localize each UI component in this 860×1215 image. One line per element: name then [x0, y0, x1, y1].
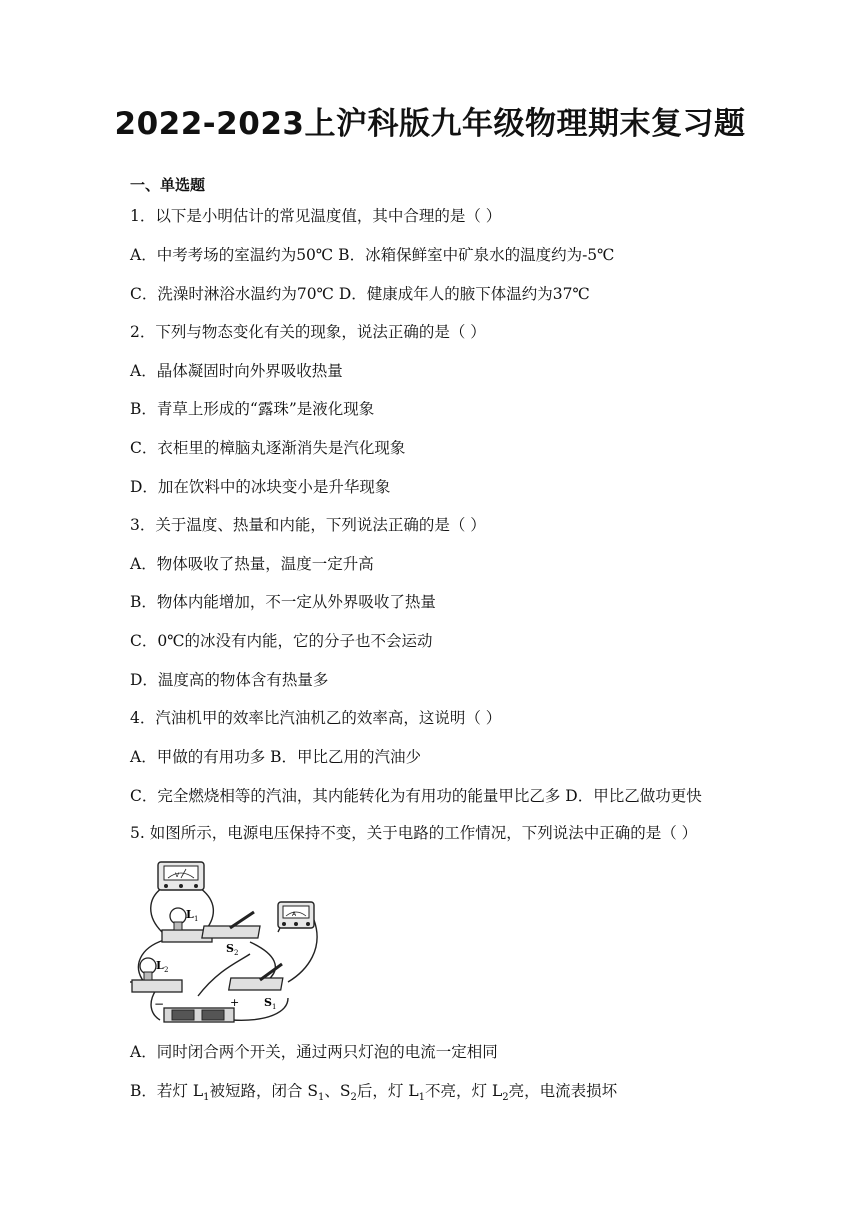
- q3-stem: 3．关于温度、热量和内能，下列说法正确的是（ ）: [130, 516, 486, 534]
- q5-stem: 5. 如图所示，电源电压保持不变，关于电路的工作情况，下列说法中正确的是（ ）: [130, 824, 698, 842]
- battery: [154, 996, 239, 1022]
- voltmeter-label: V: [175, 872, 180, 879]
- q1-options-cd: C．洗澡时淋浴水温约为70℃ D．健康成年人的腋下体温约为37℃: [130, 285, 590, 303]
- lamp1-label: L: [186, 908, 194, 921]
- q4-options-ab: A．甲做的有用功多 B．甲比乙用的汽油少: [130, 748, 422, 766]
- switch1-sub: 1: [272, 1003, 277, 1011]
- q3-option-c: C．0℃的冰没有内能，它的分子也不会运动: [130, 632, 433, 650]
- ammeter: [278, 902, 314, 928]
- switch1-label: S: [264, 996, 272, 1009]
- voltmeter: [158, 862, 204, 890]
- lamp1-sub: 1: [194, 915, 199, 923]
- q3-option-d: D．温度高的物体含有热量多: [130, 671, 329, 689]
- q5-option-a: A．同时闭合两个开关，通过两只灯泡的电流一定相同: [130, 1043, 498, 1061]
- q2-option-d: D．加在饮料中的冰块变小是升华现象: [130, 478, 391, 496]
- switch-s2: [202, 912, 260, 957]
- q4-options-cd: C．完全燃烧相等的汽油，其内能转化为有用功的能量甲比乙多 D．甲比乙做功更快: [130, 787, 702, 805]
- ammeter-label: A: [292, 911, 297, 918]
- circuit-figure: [128, 858, 320, 1026]
- q2-option-a: A．晶体凝固时向外界吸收热量: [130, 362, 343, 380]
- section-heading: 一、单选题: [130, 176, 206, 194]
- q3-option-b: B．物体内能增加，不一定从外界吸收了热量: [130, 593, 436, 611]
- lamp2-sub: 2: [164, 966, 169, 974]
- q1-stem: 1．以下是小明估计的常见温度值，其中合理的是（ ）: [130, 207, 502, 225]
- q2-option-b: B．青草上形成的“露珠”是液化现象: [130, 400, 375, 418]
- switch2-label: S: [226, 942, 234, 955]
- q2-stem: 2．下列与物态变化有关的现象，说法正确的是（ ）: [130, 323, 486, 341]
- page-title: 2022-2023上沪科版九年级物理期末复习题: [114, 106, 746, 142]
- q3-option-a: A．物体吸收了热量，温度一定升高: [130, 555, 374, 573]
- q5-option-b: B．若灯 $L_1$被短路，闭合 $S_1$、$S_2$后，灯 $L_1$不亮，灯 $L_2$亮，电流表损坏: [130, 1082, 618, 1104]
- switch2-sub: 2: [234, 949, 239, 957]
- q2-option-c: C．衣柜里的樟脑丸逐渐消失是汽化现象: [130, 439, 406, 457]
- battery-plus: +: [230, 996, 240, 1009]
- battery-minus: −: [154, 997, 165, 1011]
- q1-options-ab: A．中考考场的室温约为50℃ B．冰箱保鲜室中矿泉水的温度约为-5℃: [130, 246, 615, 264]
- q4-stem: 4．汽油机甲的效率比汽油机乙的效率高，这说明（ ）: [130, 709, 502, 727]
- lamp2-label: L: [156, 959, 164, 972]
